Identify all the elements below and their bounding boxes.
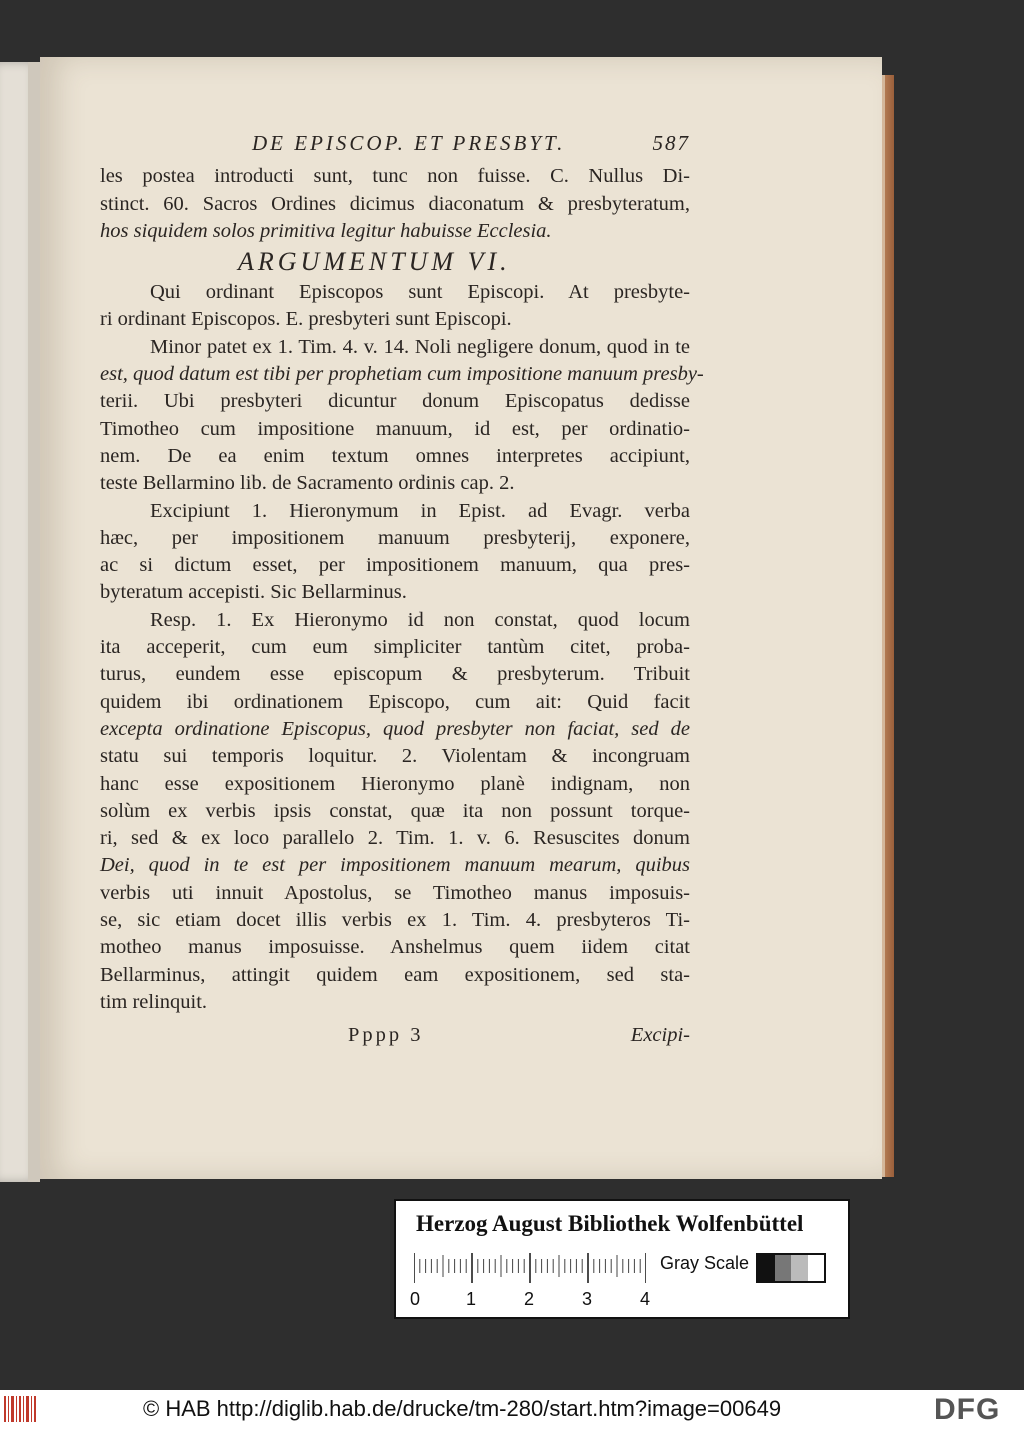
ruler-number: 2 [524, 1289, 535, 1309]
copyright-url[interactable]: © HAB http://diglib.hab.de/drucke/tm-280/start.htm?image=00649 [143, 1396, 782, 1421]
running-head [100, 130, 690, 157]
text-line: Excipiunt 1. Hieronymum in Epist. ad Evagr. verba [150, 499, 690, 522]
text-line: nem. De ea enim textum omnes interpretes accipiunt, [100, 444, 690, 467]
text-line: quidem ibi ordinationem Episcopo, cum ait: Quid facit [100, 690, 690, 713]
text-line: ri ordinant Episcopos. E. presbyteri sunt Episcopi. [100, 308, 512, 331]
text-line: stinct. 60. Sacros Ordines dicimus diaconatum & presbyteratum, [100, 192, 690, 215]
text-line: les postea introducti sunt, tunc non fuisse. C. Nullus Di- [100, 165, 690, 188]
page-text [100, 130, 704, 1050]
text-line: turus, eundem esse episcopum & presbyterum. Tribuit [100, 663, 690, 686]
text-line: hos siquidem solos primitiva legitur habuisse Ecclesia. [100, 219, 552, 242]
barcode-icon [4, 1394, 38, 1424]
facing-page-shadow [28, 62, 40, 1182]
text-line: Qui ordinant Episcopos sunt Episcopi. At presbyte- [150, 281, 690, 304]
ruler-number: 1 [466, 1289, 477, 1309]
text-line: tim relinquit. [100, 990, 208, 1013]
text-line: Bellarminus, attingit quidem eam expositionem, sed sta- [100, 963, 690, 986]
swatch-dark-gray [775, 1255, 792, 1281]
signature-mark: Pppp 3 [348, 1024, 424, 1047]
text-line: Timotheo cum impositione manuum, id est, per ordinatio- [100, 417, 690, 440]
catchword: Excipi- [630, 1024, 690, 1047]
text-line: verbis uti innuit Apostolus, se Timotheo manus imposuis- [100, 881, 690, 904]
text-line: solùm ex verbis ipsis constat, quæ ita non possunt torque- [100, 799, 690, 822]
text-line: ri, sed & ex loco parallelo 2. Tim. 1. v. 6. Resuscites donum [100, 827, 690, 850]
swatch-black [758, 1255, 775, 1281]
text-line: Minor patet ex 1. Tim. 4. v. 14. Noli negligere donum, quod in te [150, 335, 690, 358]
text-line: motheo manus imposuisse. Anshelmus quem iidem citat [100, 936, 690, 959]
text-line: est, quod datum est tibi per prophetiam cum impositione manuum presby- [100, 363, 704, 386]
ruler-number: 0 [410, 1289, 421, 1309]
gray-scale-swatch [756, 1253, 826, 1283]
text-line: teste Bellarmino lib. de Sacramento ordinis cap. 2. [100, 472, 515, 495]
ruler-numbers [410, 1289, 650, 1311]
library-color-card [394, 1199, 850, 1319]
library-name: Herzog August Bibliothek Wolfenbüttel [416, 1211, 804, 1236]
text-line: Resp. 1. Ex Hieronymo id non constat, quod locum [150, 608, 690, 631]
swatch-white [808, 1255, 825, 1281]
swatch-light-gray [791, 1255, 808, 1281]
text-line: terii. Ubi presbyteri dicuntur donum Episcopatus dedisse [100, 390, 690, 413]
text-line: hæc, per impositionem manuum presbyterij, exponere, [100, 526, 690, 549]
text-line: byteratum accepisti. Sic Bellarminus. [100, 581, 407, 604]
section-heading: ARGUMENTUM VI. [238, 247, 511, 277]
text-line: Dei, quod in te est per impositionem manuum mearum, quibus [100, 854, 690, 877]
page-footer-line [100, 1022, 690, 1049]
ruler-number: 3 [582, 1289, 593, 1309]
text-line: excepta ordinatione Episcopus, quod presbyter non faciat, sed de [100, 717, 690, 740]
running-head-title: DE EPISCOP. ET PRESBYT. [252, 131, 566, 155]
gray-scale-label: Gray Scale [660, 1253, 750, 1273]
text-line: statu sui temporis loquitur. 2. Violentam & incongruam [100, 745, 690, 768]
text-line: hanc esse expositionem Hieronymo planè indignam, non [100, 772, 690, 795]
page-number: 587 [652, 131, 690, 155]
dfg-logo: DFG [934, 1393, 1001, 1426]
page-fore-edge-highlight [882, 75, 885, 1177]
text-line: ac si dictum esset, per impositionem manuum, qua pres- [100, 554, 690, 577]
scale-ruler [414, 1253, 646, 1283]
ruler-number: 4 [640, 1289, 651, 1309]
text-line: se, sic etiam docet illis verbis ex 1. Tim. 4. presbyteros Ti- [100, 909, 690, 932]
text-line: ita acceperit, cum eum simpliciter tantùm citet, proba- [100, 636, 690, 659]
